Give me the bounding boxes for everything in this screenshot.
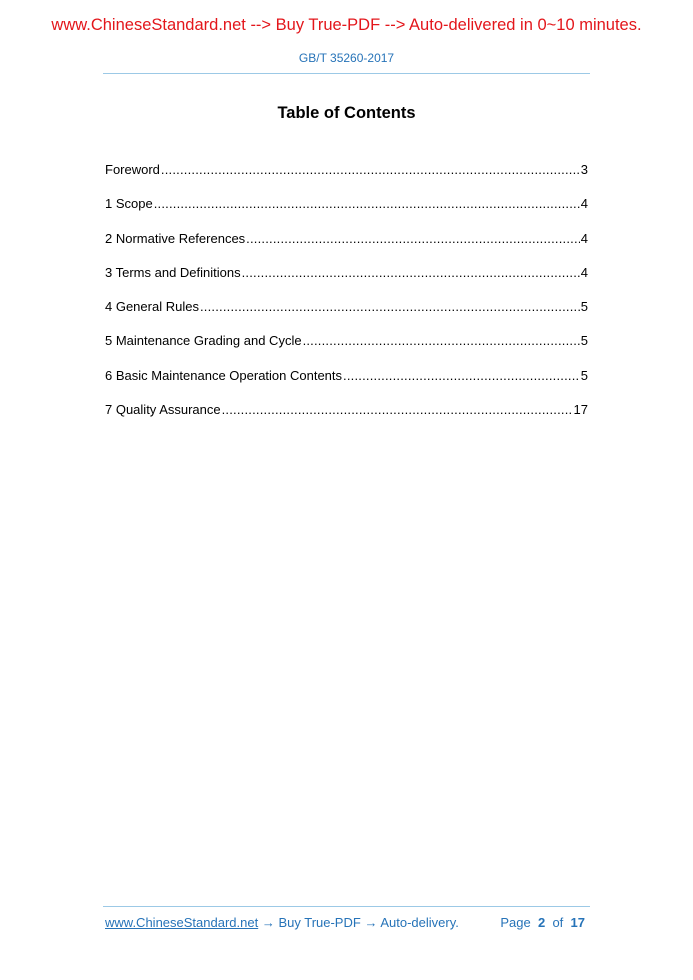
- toc-leader-dots: [200, 299, 580, 314]
- toc-entry-label: 6 Basic Maintenance Operation Contents: [105, 367, 343, 383]
- toc-entry-normative-references[interactable]: [105, 231, 588, 265]
- promo-banner: www.ChineseStandard.net --> Buy True-PDF --> Auto-delivered in 0~10 minutes.: [51, 16, 642, 34]
- footer-promo: [105, 915, 459, 930]
- toc-leader-dots: [246, 231, 580, 246]
- footer-site-link[interactable]: www.ChineseStandard.net: [105, 915, 259, 930]
- toc-entry-page: 5: [580, 299, 588, 315]
- page-total: 17: [570, 915, 585, 930]
- toc-leader-dots: [154, 196, 580, 211]
- toc-title: Table of Contents: [277, 104, 416, 122]
- footer-text-buy: Buy True-PDF: [278, 915, 361, 930]
- toc-entry-page: 3: [580, 162, 588, 177]
- toc-entry-label: 4 General Rules: [105, 299, 199, 315]
- arrow-right-icon: →: [261, 915, 275, 930]
- toc-entry-basic-maintenance[interactable]: [105, 368, 588, 402]
- toc-entry-page: 4: [580, 230, 588, 246]
- toc-entry-quality-assurance[interactable]: [105, 402, 588, 436]
- toc-entry-page: 4: [580, 264, 588, 280]
- toc-entry-scope[interactable]: [105, 196, 588, 230]
- toc-entry-label: Foreword: [105, 162, 160, 177]
- toc-entry-label: 3 Terms and Definitions: [105, 264, 241, 280]
- toc-entry-label: 1 Scope: [105, 196, 153, 212]
- toc-entry-general-rules[interactable]: [105, 299, 588, 333]
- toc-leader-dots: [242, 265, 580, 280]
- footer-divider: [103, 906, 590, 907]
- toc-entry-page: 17: [573, 402, 588, 418]
- toc-entry-label: 2 Normative References: [105, 230, 246, 246]
- toc-entry-maintenance-grading[interactable]: [105, 333, 588, 367]
- toc-entry-label: 7 Quality Assurance: [105, 402, 221, 418]
- toc-entry-page: 5: [580, 367, 588, 383]
- toc-entry-label: 5 Maintenance Grading and Cycle: [105, 333, 302, 349]
- page-of: of: [552, 915, 564, 930]
- toc-leader-dots: [303, 333, 580, 348]
- toc-leader-dots: [161, 162, 580, 177]
- page-indicator: [500, 915, 585, 930]
- toc-entry-terms-definitions[interactable]: [105, 265, 588, 299]
- toc-leader-dots: [343, 368, 580, 383]
- page-footer: [105, 915, 585, 930]
- header-divider: [103, 73, 590, 74]
- page-prefix: Page: [500, 915, 531, 930]
- arrow-right-icon: →: [364, 915, 378, 930]
- page-current: 2: [537, 915, 546, 930]
- toc-entry-page: 4: [580, 196, 588, 212]
- footer-text-delivery: Auto-delivery.: [380, 915, 459, 930]
- toc-leader-dots: [222, 402, 573, 417]
- toc-entry-foreword[interactable]: [105, 162, 588, 196]
- toc-list: [105, 162, 588, 436]
- document-code: GB/T 35260-2017: [298, 51, 395, 65]
- toc-entry-page: 5: [580, 333, 588, 349]
